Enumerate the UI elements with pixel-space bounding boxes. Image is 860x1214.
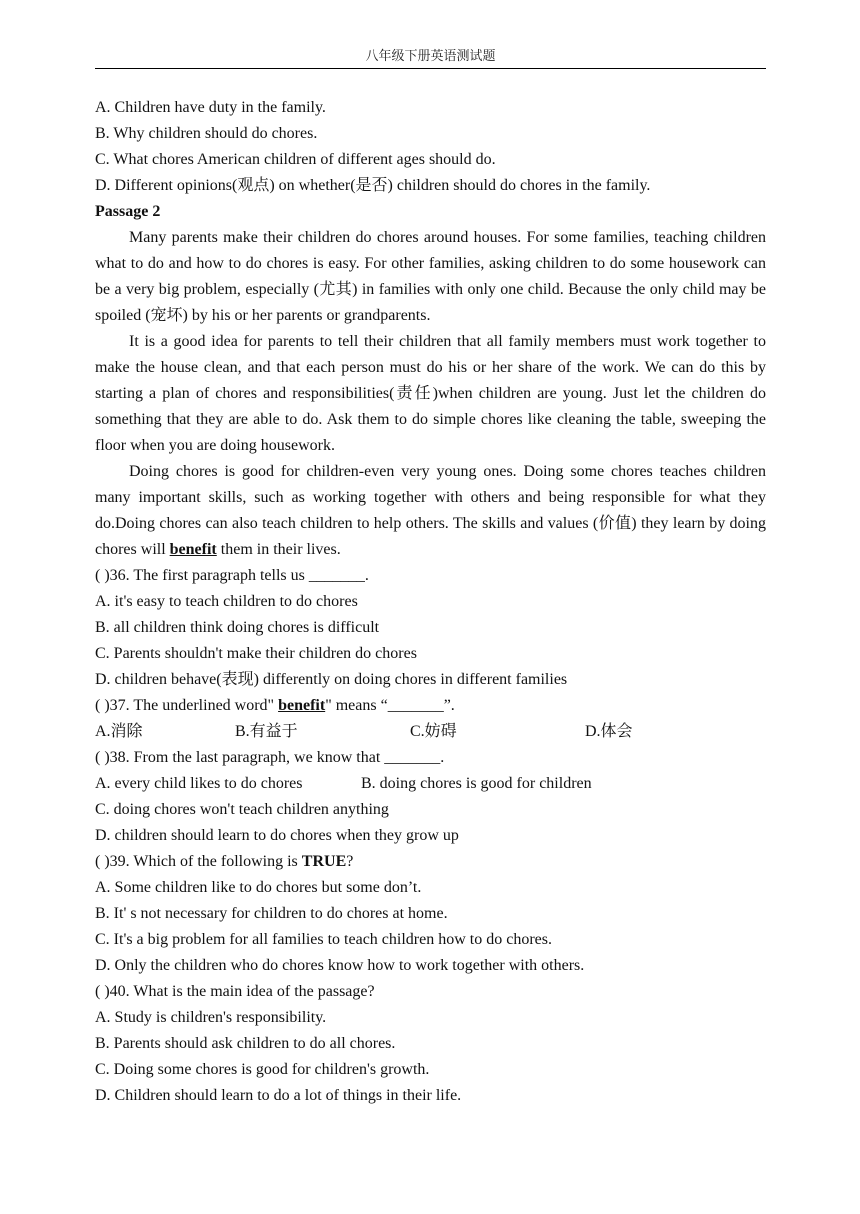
question-38-option-b: B. doing chores is good for children [361, 775, 592, 792]
question-37-underlined-word: benefit [278, 697, 326, 714]
question-37-option-a: A.消除 [95, 723, 143, 740]
passage-paragraph-3 [95, 459, 766, 563]
question-36-option-a: A. it's easy to teach children to do chores [95, 593, 358, 610]
question-37-option-d: D.体会 [585, 723, 633, 740]
question-38-options-row [95, 771, 766, 797]
question-37-option-b: B.有益于 [235, 723, 298, 740]
passage-title: Passage 2 [95, 203, 161, 220]
question-36-stem: ( )36. The first paragraph tells us _______. [95, 567, 369, 584]
question-38-stem: ( )38. From the last paragraph, we know that _______. [95, 749, 445, 766]
question-39-option-b: B. It' s not necessary for children to do chores at home. [95, 905, 448, 922]
paragraph-3-text-end: them in their lives. [216, 541, 341, 558]
question-39-option-a: A. Some children like to do chores but some don’t. [95, 879, 422, 896]
question-37-option-c: C.妨碍 [410, 723, 457, 740]
question-37-stem-end: " means “_______”. [325, 697, 455, 714]
question-39-option-c: C. It's a big problem for all families to teach children how to do chores. [95, 931, 552, 948]
question-37-stem-start: ( )37. The underlined word" [95, 697, 279, 714]
question-40-option-a: A. Study is children's responsibility. [95, 1009, 327, 1026]
question-39-bold-word: TRUE [301, 853, 347, 870]
question-36-option-c: C. Parents shouldn't make their children do chores [95, 645, 417, 662]
passage-paragraph-2: It is a good idea for parents to tell their children that all family members must work together to make the house clean, and that each person must do his or her share of the work. We can do this by starting a plan of chores and responsibilities(责任)when children are young. Just let the children do something that they are able to do. Ask them to do simple chores like cleaning the table, sweeping the floor when you are doing housework. [95, 333, 766, 454]
question-37-options [95, 719, 766, 745]
question-39-stem [95, 849, 766, 875]
question-38-option-a: A. every child likes to do chores [95, 775, 303, 792]
page-content [95, 95, 766, 1109]
question-36-option-b: B. all children think doing chores is difficult [95, 619, 380, 636]
prev-option-b: B. Why children should do chores. [95, 125, 318, 142]
header-divider [95, 68, 766, 69]
question-38-option-d: D. children should learn to do chores when they grow up [95, 827, 459, 844]
question-37-stem [95, 693, 766, 719]
question-39-option-d: D. Only the children who do chores know how to work together with others. [95, 957, 585, 974]
passage-paragraph-1: Many parents make their children do chores around houses. For some families, teaching children what to do and how to do chores is easy. For other families, asking children to do some housework can be a very big problem, especially (尤其) in families with only one child. Because the only child may be spoiled (宠坏) by his or her parents or grandparents. [95, 229, 766, 324]
question-40-option-d: D. Children should learn to do a lot of things in their life. [95, 1087, 462, 1104]
page-header-title: 八年级下册英语测试题 [365, 48, 496, 63]
paragraph-3-text-start: Doing chores is good for children-even very young ones. Doing some chores teaches children many important skills, such as working together with others and being responsible for what they do.Doing chores can also teach children to help others. The skills and values (价值) they learn by doing chores will [95, 463, 766, 558]
prev-option-a: A. Children have duty in the family. [95, 99, 326, 116]
question-40-stem: ( )40. What is the main idea of the passage? [95, 983, 375, 1000]
question-39-stem-end: ? [346, 853, 354, 870]
question-40-option-c: C. Doing some chores is good for children's growth. [95, 1061, 430, 1078]
prev-option-c: C. What chores American children of different ages should do. [95, 151, 496, 168]
question-38-option-c: C. doing chores won't teach children anything [95, 801, 389, 818]
question-36-option-d: D. children behave(表现) differently on doing chores in different families [95, 671, 568, 688]
prev-option-d: D. Different opinions(观点) on whether(是否) children should do chores in the family. [95, 177, 651, 194]
question-40-option-b: B. Parents should ask children to do all chores. [95, 1035, 396, 1052]
question-39-stem-start: ( )39. Which of the following is [95, 853, 302, 870]
underlined-word-benefit: benefit [169, 541, 217, 558]
